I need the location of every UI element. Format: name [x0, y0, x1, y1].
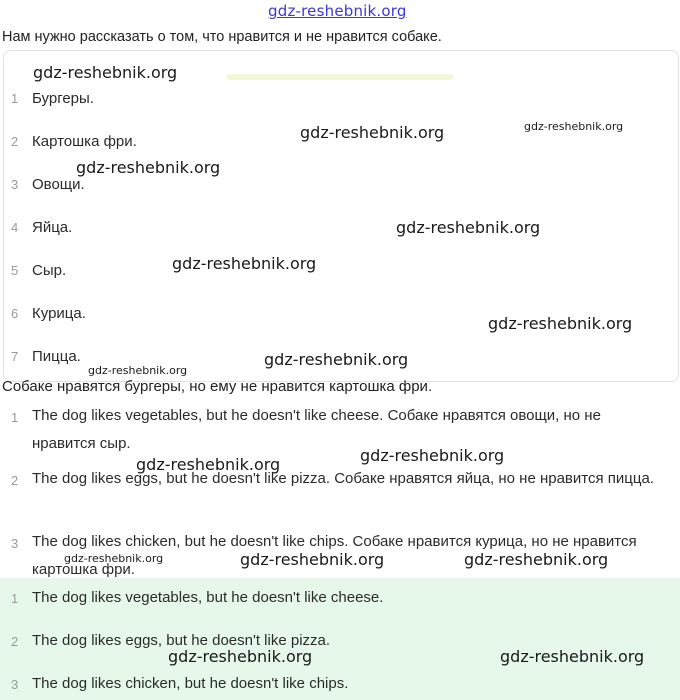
list-item: Бургеры.	[32, 90, 94, 107]
list-item: Картошка фри.	[32, 133, 137, 150]
sentence-item: The dog likes chicken, but he doesn't like chips. Собаке нравится курица, но не нравится картошка фри.	[32, 533, 637, 578]
answer-number: 1	[11, 591, 19, 606]
watermark: gdz-reshebnik.org	[168, 647, 313, 666]
watermark: gdz-reshebnik.org	[64, 552, 164, 565]
watermark: gdz-reshebnik.org	[396, 218, 541, 237]
list-item: Пицца.	[32, 348, 81, 365]
answer-item: The dog likes vegetables, but he doesn't like cheese.	[32, 589, 384, 606]
sentence-number: 1	[11, 410, 19, 425]
watermark: gdz-reshebnik.org	[360, 446, 505, 465]
list-item-number: 1	[11, 91, 19, 106]
answer-item: The dog likes chicken, but he doesn't like chips.	[32, 675, 349, 692]
list-item: Сыр.	[32, 262, 67, 279]
highlight-bar	[226, 74, 454, 80]
watermark: gdz-reshebnik.org	[300, 123, 445, 142]
list-item-number: 3	[11, 177, 19, 192]
list-item-number: 2	[11, 134, 19, 149]
list-item-number: 4	[11, 220, 19, 235]
sentence-item: The dog likes eggs, but he doesn't like pizza. Собаке нравятся яйца, но не нравится пицца.	[32, 470, 654, 487]
list-item: Яйца.	[32, 219, 73, 236]
list-item-number: 5	[11, 263, 19, 278]
answer-number: 2	[11, 634, 19, 649]
answer-number: 3	[11, 677, 19, 692]
watermark: gdz-reshebnik.org	[524, 120, 624, 133]
list-item-number: 7	[11, 349, 19, 364]
watermark: gdz-reshebnik.org	[172, 254, 317, 273]
answer-item: The dog likes eggs, but he doesn't like pizza.	[32, 632, 331, 649]
watermark: gdz-reshebnik.org	[33, 63, 178, 82]
watermark: gdz-reshebnik.org	[488, 314, 633, 333]
list-item: Овощи.	[32, 176, 85, 193]
sentence-number: 3	[11, 536, 19, 551]
watermark: gdz-reshebnik.org	[464, 550, 609, 569]
watermark: gdz-reshebnik.org	[264, 350, 409, 369]
watermark: gdz-reshebnik.org	[136, 455, 281, 474]
sentence-number: 2	[11, 473, 19, 488]
watermark: gdz-reshebnik.org	[500, 647, 645, 666]
sentence-item: The dog likes vegetables, but he doesn't like cheese. Собаке нравятся овощи, но не нравится сыр.	[32, 407, 601, 452]
task-text: Нам нужно рассказать о том, что нравится и не нравится собаке.	[2, 29, 442, 45]
list-item: Курица.	[32, 305, 86, 322]
watermark: gdz-reshebnik.org	[76, 158, 221, 177]
example-sentence: Собаке нравятся бургеры, но ему не нравится картошка фри.	[2, 378, 433, 395]
watermark: gdz-reshebnik.org	[88, 364, 188, 377]
site-header-link[interactable]: gdz-reshebnik.org	[268, 2, 407, 20]
watermark: gdz-reshebnik.org	[240, 550, 385, 569]
list-item-number: 6	[11, 306, 19, 321]
